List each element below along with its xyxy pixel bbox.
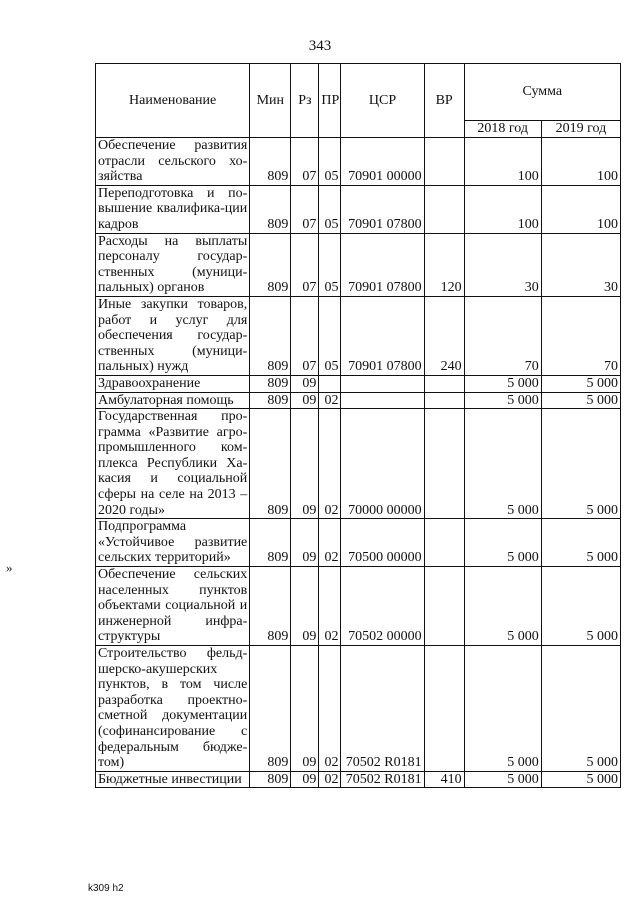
row-2018-cell: 100 bbox=[464, 138, 541, 186]
row-rz-cell: 09 bbox=[291, 646, 319, 772]
row-name-cell: Обеспечение сельских населенных пунктов объектами социальной и инженерной инфра-структуры bbox=[96, 567, 250, 646]
row-min-cell: 809 bbox=[250, 646, 291, 772]
row-rz-cell: 09 bbox=[291, 392, 319, 409]
header-min: Мин bbox=[250, 64, 291, 138]
row-pr-cell: 02 bbox=[319, 392, 341, 409]
row-csr-cell: 70901 07800 bbox=[341, 233, 424, 296]
row-vr-cell bbox=[424, 375, 464, 392]
row-min-cell: 809 bbox=[250, 233, 291, 296]
row-2018-cell: 5 000 bbox=[464, 375, 541, 392]
row-pr-cell: 02 bbox=[319, 771, 341, 788]
row-name-cell: Обеспечение развития отрасли сельского хо-зяйства bbox=[96, 138, 250, 186]
row-2019-cell: 100 bbox=[541, 185, 620, 233]
row-min-cell: 809 bbox=[250, 392, 291, 409]
row-2018-cell: 5 000 bbox=[464, 409, 541, 519]
row-name-cell: Амбулаторная помощь bbox=[96, 392, 250, 409]
row-2018-cell: 5 000 bbox=[464, 771, 541, 788]
header-2019: 2019 год bbox=[541, 121, 620, 138]
row-min-cell: 809 bbox=[250, 138, 291, 186]
row-vr-cell: 120 bbox=[424, 233, 464, 296]
footer-code: k309 h2 bbox=[88, 883, 124, 894]
row-2018-cell: 5 000 bbox=[464, 519, 541, 567]
row-2018-cell: 5 000 bbox=[464, 392, 541, 409]
row-csr-cell: 70502 R0181 bbox=[341, 771, 424, 788]
row-vr-cell bbox=[424, 185, 464, 233]
row-2019-cell: 100 bbox=[541, 138, 620, 186]
row-name-cell: Строительство фельд-шерско-акушерских пунктов, в том числе разработка проектно-сметной документации (софинансирование с федеральным бюдже-том) bbox=[96, 646, 250, 772]
row-rz-cell: 09 bbox=[291, 375, 319, 392]
row-2019-cell: 5 000 bbox=[541, 646, 620, 772]
row-csr-cell: 70901 00000 bbox=[341, 138, 424, 186]
row-vr-cell bbox=[424, 567, 464, 646]
row-rz-cell: 09 bbox=[291, 771, 319, 788]
header-sum: Сумма bbox=[464, 64, 620, 121]
header-name: Наименование bbox=[96, 64, 250, 138]
table-row bbox=[96, 409, 621, 519]
row-name-cell: Иные закупки товаров, работ и услуг для обеспечения государ-ственных (муници-пальных) нужд bbox=[96, 296, 250, 375]
table-row bbox=[96, 233, 621, 296]
row-name-cell: Переподготовка и по-вышение квалифика-ции кадров bbox=[96, 185, 250, 233]
row-2019-cell: 5 000 bbox=[541, 375, 620, 392]
header-vr: ВР bbox=[424, 64, 464, 138]
header-pr: ПР bbox=[319, 64, 341, 138]
row-name-cell: Здравоохранение bbox=[96, 375, 250, 392]
row-2019-cell: 30 bbox=[541, 233, 620, 296]
table-body bbox=[96, 138, 621, 788]
budget-table bbox=[95, 63, 621, 788]
row-2019-cell: 70 bbox=[541, 296, 620, 375]
row-2019-cell: 5 000 bbox=[541, 519, 620, 567]
header-csr: ЦСР bbox=[341, 64, 424, 138]
row-min-cell: 809 bbox=[250, 185, 291, 233]
row-2019-cell: 5 000 bbox=[541, 567, 620, 646]
table-row bbox=[96, 567, 621, 646]
row-pr-cell: 02 bbox=[319, 519, 341, 567]
row-rz-cell: 07 bbox=[291, 296, 319, 375]
row-name-cell: Государственная про-грамма «Развитие агро-промышленного ком-плекса Республики Ха-касия и социальной сферы на селе на 2013 – 2020 годы» bbox=[96, 409, 250, 519]
row-min-cell: 809 bbox=[250, 771, 291, 788]
row-rz-cell: 07 bbox=[291, 185, 319, 233]
row-vr-cell bbox=[424, 392, 464, 409]
row-name-cell: Бюджетные инвестиции bbox=[96, 771, 250, 788]
row-csr-cell: 70901 07800 bbox=[341, 185, 424, 233]
row-min-cell: 809 bbox=[250, 375, 291, 392]
row-rz-cell: 09 bbox=[291, 567, 319, 646]
row-pr-cell: 02 bbox=[319, 409, 341, 519]
row-rz-cell: 07 bbox=[291, 138, 319, 186]
table-row bbox=[96, 375, 621, 392]
row-vr-cell: 410 bbox=[424, 771, 464, 788]
row-pr-cell: 02 bbox=[319, 646, 341, 772]
row-2019-cell: 5 000 bbox=[541, 409, 620, 519]
row-min-cell: 809 bbox=[250, 409, 291, 519]
table-row bbox=[96, 519, 621, 567]
row-pr-cell: 05 bbox=[319, 185, 341, 233]
header-rz: Рз bbox=[291, 64, 319, 138]
row-csr-cell bbox=[341, 392, 424, 409]
row-2018-cell: 5 000 bbox=[464, 646, 541, 772]
row-csr-cell: 70000 00000 bbox=[341, 409, 424, 519]
row-rz-cell: 07 bbox=[291, 233, 319, 296]
row-2019-cell: 5 000 bbox=[541, 771, 620, 788]
row-2018-cell: 100 bbox=[464, 185, 541, 233]
row-rz-cell: 09 bbox=[291, 519, 319, 567]
row-min-cell: 809 bbox=[250, 296, 291, 375]
table-row bbox=[96, 646, 621, 772]
row-pr-cell: 02 bbox=[319, 567, 341, 646]
row-csr-cell: 70901 07800 bbox=[341, 296, 424, 375]
row-name-cell: Подпрограмма «Устойчивое развитие сельских территорий» bbox=[96, 519, 250, 567]
table-row bbox=[96, 771, 621, 788]
row-min-cell: 809 bbox=[250, 567, 291, 646]
row-2018-cell: 30 bbox=[464, 233, 541, 296]
row-pr-cell: 05 bbox=[319, 296, 341, 375]
table-row bbox=[96, 185, 621, 233]
row-2018-cell: 70 bbox=[464, 296, 541, 375]
row-csr-cell: 70502 R0181 bbox=[341, 646, 424, 772]
header-2018: 2018 год bbox=[464, 121, 541, 138]
row-min-cell: 809 bbox=[250, 519, 291, 567]
row-vr-cell bbox=[424, 409, 464, 519]
row-pr-cell: 05 bbox=[319, 138, 341, 186]
row-csr-cell bbox=[341, 375, 424, 392]
row-rz-cell: 09 bbox=[291, 409, 319, 519]
row-csr-cell: 70500 00000 bbox=[341, 519, 424, 567]
row-2018-cell: 5 000 bbox=[464, 567, 541, 646]
row-pr-cell: 05 bbox=[319, 233, 341, 296]
row-vr-cell bbox=[424, 646, 464, 772]
row-name-cell: Расходы на выплаты персоналу государ-ственных (муници-пальных) органов bbox=[96, 233, 250, 296]
row-2019-cell: 5 000 bbox=[541, 392, 620, 409]
row-pr-cell bbox=[319, 375, 341, 392]
table-row bbox=[96, 296, 621, 375]
table-row bbox=[96, 138, 621, 186]
row-vr-cell: 240 bbox=[424, 296, 464, 375]
row-csr-cell: 70502 00000 bbox=[341, 567, 424, 646]
table-row bbox=[96, 392, 621, 409]
row-vr-cell bbox=[424, 138, 464, 186]
row-vr-cell bbox=[424, 519, 464, 567]
side-mark: » bbox=[6, 560, 13, 575]
page-number: 343 bbox=[308, 38, 332, 54]
